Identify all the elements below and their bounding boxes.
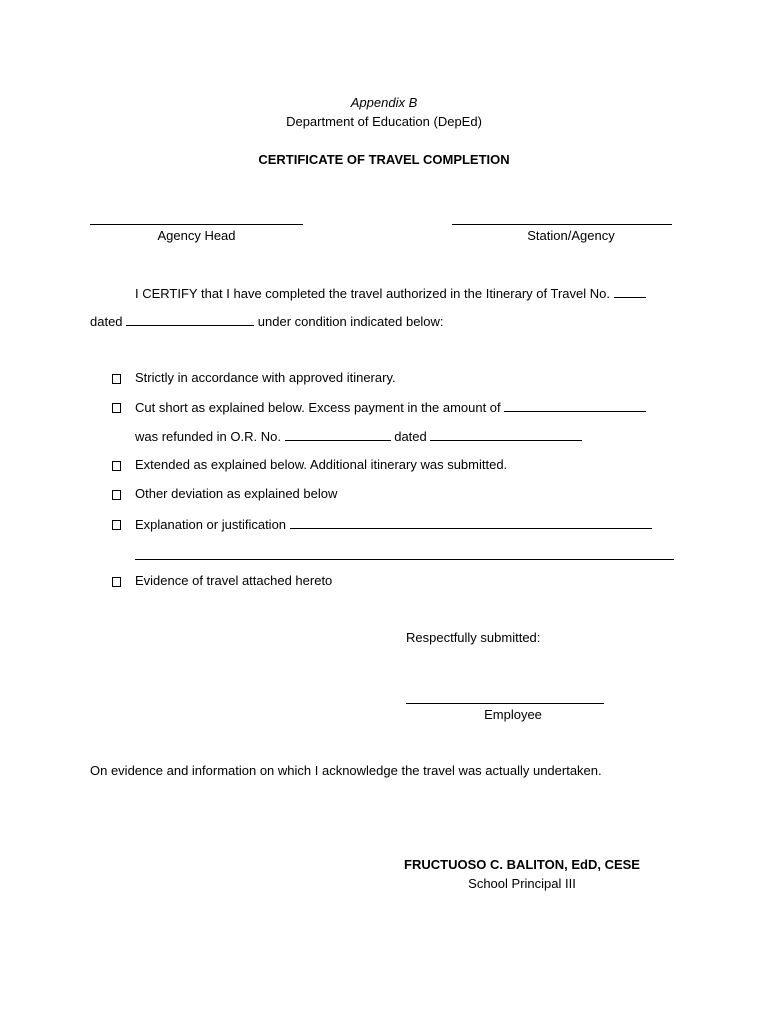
appendix-label: Appendix B	[350, 95, 418, 110]
option-strictly-label: Strictly in accordance with approved itinerary.	[135, 370, 396, 385]
checkbox-other-deviation[interactable]	[112, 490, 121, 500]
agency-head-label: Agency Head	[157, 228, 236, 243]
certify-line-2	[90, 313, 444, 329]
principal-name: FRUCTUOSO C. BALITON, EdD, CESE	[404, 857, 640, 872]
excess-amount-field[interactable]	[504, 399, 646, 412]
acknowledgement-text: On evidence and information on which I acknowledge the travel was actually undertaken.	[90, 763, 602, 778]
certify-date-field[interactable]	[126, 313, 254, 326]
agency-head-line[interactable]	[90, 224, 303, 225]
checkbox-extended[interactable]	[112, 461, 121, 471]
option-extended-label: Extended as explained below. Additional itinerary was submitted.	[135, 457, 508, 472]
station-agency-line[interactable]	[452, 224, 672, 225]
checkbox-explanation[interactable]	[112, 520, 121, 530]
option-other-deviation-label: Other deviation as explained below	[135, 486, 338, 501]
option-explanation-label: Explanation or justification	[135, 517, 287, 532]
option-cut-short-label: Cut short as explained below. Excess payment in the amount of	[135, 400, 501, 415]
dated-label: dated	[90, 314, 123, 329]
checkbox-evidence[interactable]	[112, 577, 121, 587]
department-label: Department of Education (DepEd)	[286, 114, 482, 129]
refund-date-field[interactable]	[430, 428, 582, 441]
certify-text: I CERTIFY that I have completed the travel authorized in the Itinerary of Travel No.	[135, 286, 610, 301]
station-agency-label: Station/Agency	[527, 228, 615, 243]
certify-line-1	[135, 285, 646, 301]
or-number-field[interactable]	[285, 428, 391, 441]
option-evidence-label: Evidence of travel attached hereto	[135, 573, 333, 588]
checkbox-cut-short[interactable]	[112, 403, 121, 413]
employee-label: Employee	[484, 707, 542, 722]
refund-line	[135, 428, 582, 444]
respectfully-submitted-label: Respectfully submitted:	[406, 630, 541, 645]
checkbox-strictly[interactable]	[112, 374, 121, 384]
explanation-line	[135, 516, 652, 532]
employee-signature-line[interactable]	[406, 703, 604, 704]
refund-dated-label: dated	[394, 429, 427, 444]
explanation-field-1[interactable]	[290, 516, 652, 529]
document-title: CERTIFICATE OF TRAVEL COMPLETION	[258, 152, 510, 167]
itinerary-number-field[interactable]	[614, 285, 646, 298]
option-cut-short-line	[135, 399, 646, 415]
explanation-field-2[interactable]	[135, 559, 674, 560]
refund-label: was refunded in O.R. No.	[135, 429, 281, 444]
certify-tail-text: under condition indicated below:	[257, 314, 444, 329]
principal-position: School Principal III	[468, 876, 576, 891]
